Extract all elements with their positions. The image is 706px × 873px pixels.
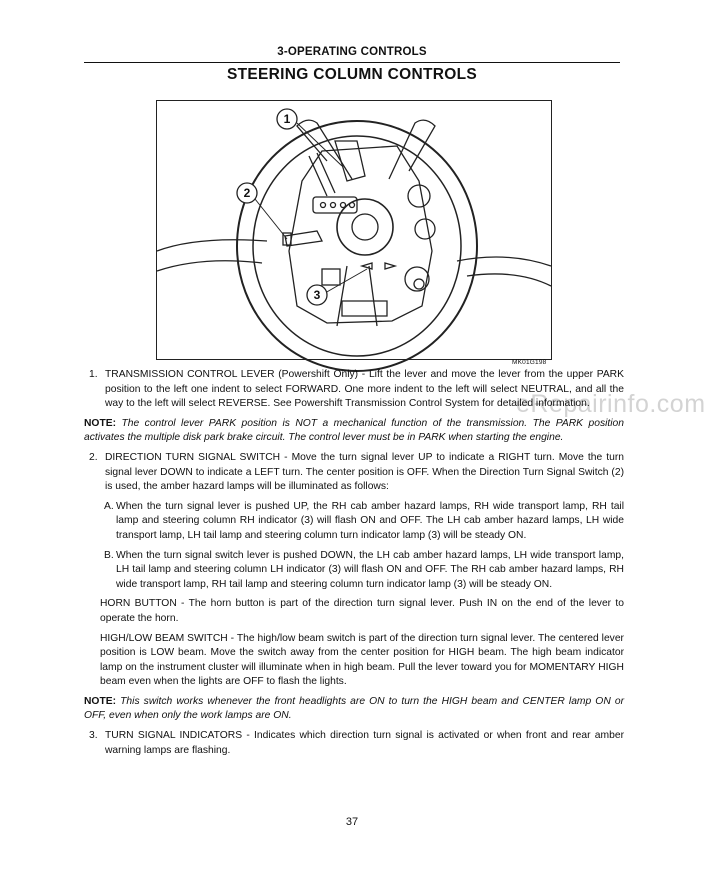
note-text: The control lever PARK position is NOT a mechanical function of the transmission. The PARK position activates the multiple disk park brake circuit. The control lever must be in PARK when starting the engine. <box>84 417 624 444</box>
svg-text:2: 2 <box>243 186 251 200</box>
figure-code: MK01G198 <box>512 359 547 366</box>
item-number: 2. <box>89 451 98 463</box>
steering-column-figure <box>156 100 552 360</box>
item-text: DIRECTION TURN SIGNAL SWITCH - Move the turn signal lever UP to indicate a RIGHT turn. Move the turn signal lever DOWN to indicate a LEFT turn. The center position is OFF. When the Direction Turn Signal Switch (2) is used, the amber hazard lamps will be illuminated as follows: <box>105 451 624 493</box>
note-text: This switch works whenever the front headlights are ON to turn the HIGH beam and CENTER lamp ON or OFF, even when only the work lamps are ON. <box>84 695 624 722</box>
item-number: 1. <box>89 369 98 380</box>
item-text: TRANSMISSION CONTROL LEVER (Powershift Only) - Lift the lever and move the lever from the upper PARK position to the left one indent to select FORWARD. One more indent to the left will select NEUTRAL, and all the way to the left will select REVERSE. See Powershift Transmission Control System for detailed information. <box>105 369 624 410</box>
list-item <box>89 729 624 758</box>
watermark: eRepairinfo.com <box>516 390 706 418</box>
svg-text:3: 3 <box>313 288 321 302</box>
callout-2 <box>237 183 257 203</box>
list-item <box>89 451 624 495</box>
item-number: 3. <box>89 730 98 742</box>
sub-item <box>84 500 624 544</box>
page-number: 37 <box>345 816 359 828</box>
sub-item-text: When the turn signal switch lever is pushed DOWN, the LH cab amber hazard lamps, LH wide transport lamp, LH tail lamp and steering column LH indicator (3) will flash ON and OFF. The RH cab amber hazard lamps, RH wide transport lamp, RH tail lamp and steering column turn indicator lamp (3) will be steady ON. <box>116 549 624 590</box>
horn-paragraph: HORN BUTTON - The horn button is part of the direction turn signal lever. Push IN on the end of the lever to operate the horn. <box>100 598 624 624</box>
page-title: STEERING COLUMN CONTROLS <box>226 66 478 83</box>
sub-item <box>84 549 624 593</box>
beam-paragraph: HIGH/LOW BEAM SWITCH - The high/low beam switch is part of the direction turn signal lever. The centered lever position is LOW beam. Move the switch away from the center position for HIGH beam. The high beam indicator lamp on the instrument cluster will illuminate when in high beam. Pull the lever toward you for MOMENTARY HIGH beam even when the lights are OFF to flash the lights. <box>100 632 624 688</box>
note <box>84 695 624 724</box>
note-label: NOTE: <box>84 695 117 707</box>
item-text: TURN SIGNAL INDICATORS - Indicates which direction turn signal is activated or when front and rear amber warning lamps are flashing. <box>105 730 624 756</box>
steering-wheel-illustration <box>157 101 551 359</box>
note-label: NOTE: <box>84 417 117 429</box>
section-header: 3-OPERATING CONTROLS <box>277 46 427 58</box>
list-item <box>89 368 624 412</box>
header-rule <box>84 62 620 63</box>
callout-1 <box>277 109 297 129</box>
note <box>84 417 624 446</box>
callout-3 <box>307 285 327 305</box>
sub-item-letter: A. <box>104 500 114 512</box>
body-content <box>84 368 624 763</box>
sub-item-letter: B. <box>104 549 114 561</box>
svg-text:1: 1 <box>283 112 291 126</box>
sub-item-text: When the turn signal lever is pushed UP, the RH cab amber hazard lamps, RH wide transport lamp, RH tail lamp and steering column RH indicator (3) will flash ON and OFF. The LH cab amber hazard lamps, LH wide transport lamp, LH tail lamp and steering column turn indicator lamp (3) will be steady ON. <box>116 500 624 541</box>
